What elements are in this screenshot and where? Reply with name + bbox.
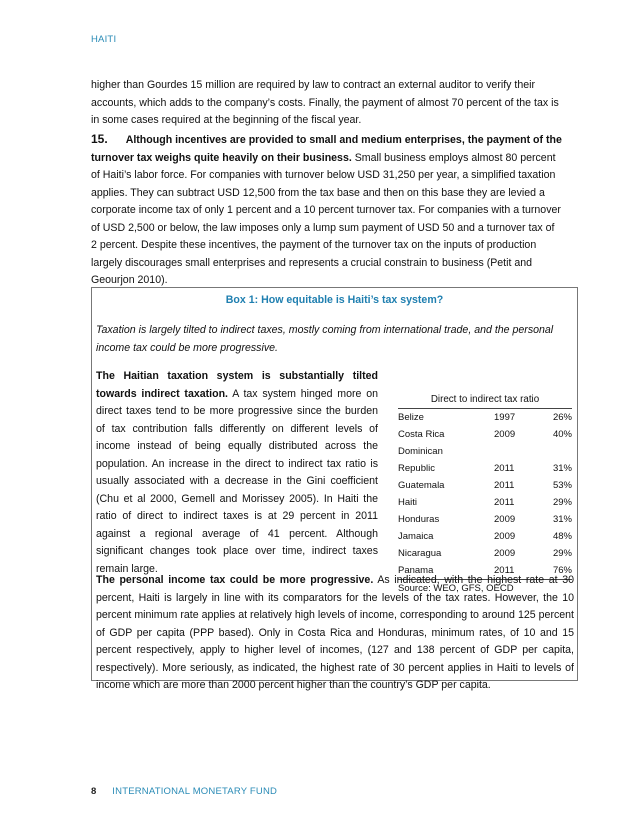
box-left-body: A tax system hinged more on direct taxes tend to be more progressive since the burden of tax contribution falls differently on different levels of income instead of being equally distributed across the population. An increase in the direct to indirect tax ratio is usually associated with a decrease in the Gini coefficient (Chu et al 2000, Gemell and Morissey 2005). In Haiti the ratio of direct to indirect taxes is at 29 percent in 2011 against a regional average of 41 percent. Although significant changes took place over time, indirect taxes remain large. [96, 387, 378, 575]
table-cell-country: Republic [398, 463, 435, 474]
table-cell-ratio: 31% [552, 463, 572, 474]
table-row [398, 426, 572, 443]
paragraph-body: Small business employs almost 80 percent of Haiti’s labor force. For companies with turnover below USD 31,250 per year, a simplified taxation applies. They can subtract USD 12,500 from the tax base and then on this base they are levied a corporate income tax of only 1 percent and a 10 percent turnover tax. For companies with a turnover of USD 2,500 or below, the law imposes only a lump sum payment of USD 50 and a turnover tax of 2 percent. Despite these incentives, the payment of the turnover tax on the inputs of production largely discourages small enterprises and represents a crucial constrain to business (Petit and Geourjon 2010). [91, 151, 561, 286]
table-body [398, 409, 572, 580]
table-row [398, 443, 572, 460]
page-footer [91, 786, 277, 797]
table-cell-country: Haiti [398, 497, 418, 508]
table-cell-country: Belize [398, 412, 424, 423]
table-row [398, 545, 572, 562]
table-cell-ratio: 48% [552, 531, 572, 542]
footer-organization: INTERNATIONAL MONETARY FUND [112, 786, 278, 797]
box-bottom-body: As indicated, with the highest rate at 30 percent, Haiti is largely in line with its comparators for the levels of the tax rates. However, the 10 percent minimum rate applies at relatively high levels of income, corresponding to around 125 percent of GDP per capita (PPP based). Only in Costa Rica and Honduras, minimum rates, of 10 and 15 percent respectively, apply to higher level of incomes, (127 and 138 percent of GDP per capita, respectively). More seriously, as indicated, the highest rate of 30 percent applies in Haiti to levels of income which are more than 2000 percent higher than the country’s GDP per capita. [96, 574, 574, 691]
table-cell-year: 2009 [494, 531, 516, 542]
table-cell-year: 2009 [494, 514, 516, 525]
table-cell-country: Costa Rica [398, 429, 445, 440]
page-number: 8 [91, 786, 97, 797]
table-cell-ratio: 53% [552, 480, 572, 491]
table-cell-ratio: 40% [552, 429, 572, 440]
box-indirect-taxation-text [96, 368, 378, 578]
table-cell-year: 2011 [494, 497, 515, 508]
table-row [398, 477, 572, 494]
table-cell-ratio [542, 443, 572, 460]
table-cell-country: Jamaica [398, 531, 434, 542]
table-cell-country: Honduras [398, 514, 440, 525]
table-cell-ratio: 76% [552, 565, 572, 576]
box-bottom-lead: The personal income tax could be more progressive. [96, 574, 374, 586]
table-row [398, 494, 572, 511]
table-cell-ratio: 31% [552, 514, 572, 525]
table-cell-year: 2009 [494, 548, 516, 559]
table-cell-year: 2009 [494, 429, 516, 440]
table-cell-country: Dominican [398, 446, 443, 457]
box-intro: Taxation is largely tilted to indirect taxes, mostly coming from international trade, and the personal income tax could be more progressive. [96, 324, 554, 354]
table-source: Source: WEO, GFS, OECD [398, 583, 514, 594]
table-cell-country: Nicaragua [398, 548, 442, 559]
box-left-lead: The Haitian taxation system is substantially tilted towards indirect taxation. [96, 370, 378, 400]
table-row [398, 409, 572, 426]
table-row [398, 460, 572, 477]
table-cell-year [494, 443, 542, 460]
table-cell-ratio: 29% [552, 548, 572, 559]
tax-ratio-table [398, 394, 572, 594]
table-title: Direct to indirect tax ratio [398, 394, 572, 409]
paragraph-lead: Although incentives are provided to small and medium enterprises, the payment of the turnover tax weighs quite heavily on their business. [91, 134, 562, 164]
table-cell-country: Panama [398, 565, 434, 576]
box-progressivity-text [96, 572, 574, 695]
paragraph-continuation: higher than Gourdes 15 million are required by law to contract an external auditor to verify their accounts, which adds to the company’s costs. Finally, the payment of almost 70 percent of the tax is in some cases required at the beginning of the fiscal year. [91, 79, 559, 126]
box-title: Box 1: How equitable is Haiti’s tax system? [225, 294, 444, 306]
table-cell-year: 1997 [494, 412, 516, 423]
paragraph-15 [91, 131, 563, 290]
table-cell-country: Guatemala [398, 480, 445, 491]
box-1 [91, 287, 578, 691]
table-cell-ratio: 29% [552, 497, 572, 508]
paragraph-number: 15. [91, 132, 108, 146]
table-row [398, 511, 572, 528]
table-cell-ratio: 26% [552, 412, 572, 423]
table-cell-year: 2011 [494, 463, 515, 474]
table-cell-year: 2011 [494, 480, 515, 491]
running-header: HAITI [91, 34, 117, 45]
table-cell-year: 2011 [494, 565, 515, 576]
table-row [398, 528, 572, 545]
